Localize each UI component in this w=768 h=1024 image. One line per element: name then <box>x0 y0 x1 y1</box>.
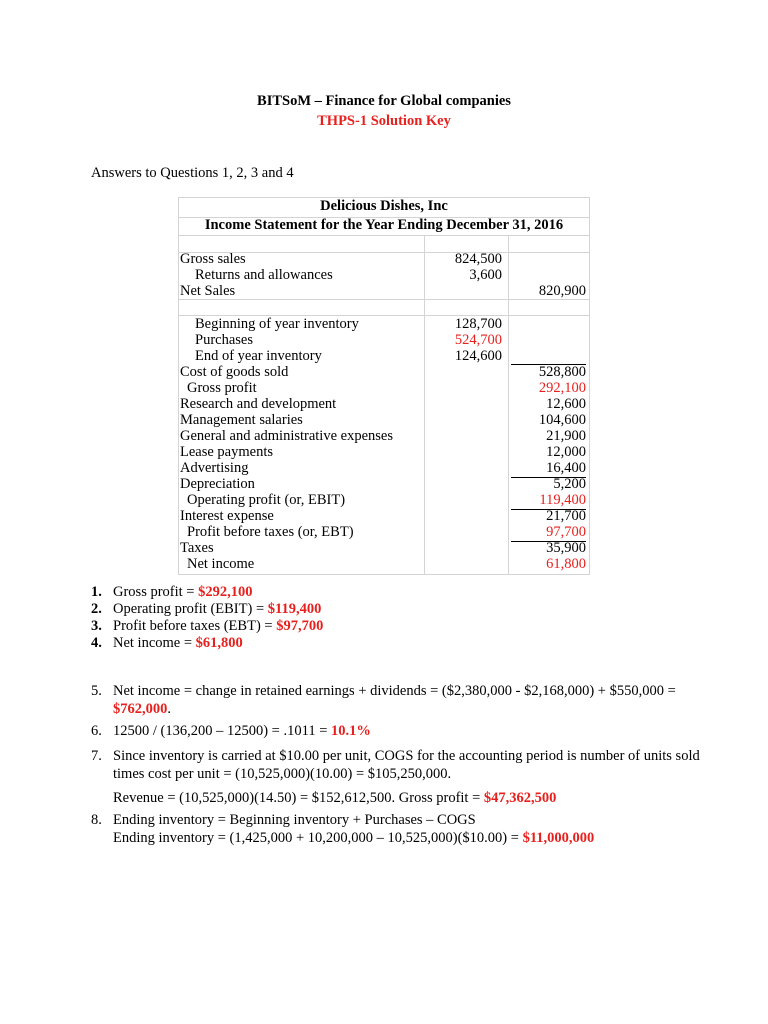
row-label: Interest expense <box>180 508 274 524</box>
table-row <box>178 364 590 380</box>
statement-heading: Income Statement for the Year Ending December 31, 2016 <box>204 217 564 233</box>
table-row <box>178 492 590 508</box>
q7-line: Since inventory is carried at $10.00 per unit, COGS for the accounting period is number of units sold <box>113 748 700 764</box>
item-number: 8. <box>91 812 102 828</box>
row-label: Research and development <box>180 396 337 412</box>
row-label: Management salaries <box>180 412 303 428</box>
q5-end: . <box>167 701 171 717</box>
row-value: 124,600 <box>454 348 502 364</box>
row-label: Depreciation <box>180 476 255 492</box>
row-label: Purchases <box>195 332 253 348</box>
q5-line: Net income = change in retained earnings + dividends = ($2,380,000 - $2,168,000) + $550,000 = <box>113 683 676 699</box>
row-value: 5,200 <box>553 476 586 492</box>
row-label: Beginning of year inventory <box>195 316 359 332</box>
answer-value: $97,700 <box>276 618 324 634</box>
row-value: 21,900 <box>546 428 586 444</box>
row-label: Advertising <box>180 460 249 476</box>
row-value: 97,700 <box>546 524 586 540</box>
answer-value: $119,400 <box>267 601 322 617</box>
item-number: 4. <box>91 635 102 651</box>
row-value: 820,900 <box>538 283 586 299</box>
row-value: 824,500 <box>454 251 502 267</box>
income-statement-table <box>178 197 590 575</box>
item-number: 6. <box>91 723 102 739</box>
answer-text: Profit before taxes (EBT) = <box>113 618 277 634</box>
document-subtitle: THPS-1 Solution Key <box>317 113 451 129</box>
row-label: Gross profit <box>187 380 257 396</box>
row-value: 12,000 <box>546 444 586 460</box>
row-value: 61,800 <box>546 556 586 572</box>
q6-text: 12500 / (136,200 – 12500) = .1011 = <box>113 723 332 739</box>
answer-value: $61,800 <box>195 635 243 651</box>
row-value: 3,600 <box>469 267 502 283</box>
q7-text: Revenue = (10,525,000)(14.50) = $152,612,500. Gross profit = <box>113 790 484 806</box>
table-row <box>178 283 590 299</box>
row-label: Lease payments <box>180 444 274 460</box>
row-label: Returns and allowances <box>195 267 333 283</box>
row-label: Net Sales <box>180 283 236 299</box>
row-label: Cost of goods sold <box>180 364 289 380</box>
answer-text: Net income = <box>113 635 196 651</box>
table-row <box>178 396 590 412</box>
item-number: 5. <box>91 683 102 699</box>
q8-line: Ending inventory = Beginning inventory + Purchases – COGS <box>113 812 476 828</box>
row-value: 104,600 <box>538 412 586 428</box>
table-row <box>178 476 590 492</box>
item-number: 3. <box>91 618 102 634</box>
table-row <box>178 412 590 428</box>
row-value: 528,800 <box>538 364 586 380</box>
table-row <box>178 508 590 524</box>
row-label: End of year inventory <box>195 348 322 364</box>
table-row <box>178 444 590 460</box>
table-row <box>178 556 590 572</box>
row-label: Net income <box>187 556 255 572</box>
item-number: 1. <box>91 584 102 600</box>
item-number: 2. <box>91 601 102 617</box>
q6-value: 10.1% <box>331 723 371 739</box>
table-row <box>178 267 590 283</box>
answer-text: Gross profit = <box>113 584 199 600</box>
row-label: Operating profit (or, EBIT) <box>187 492 346 508</box>
row-value: 524,700 <box>454 332 502 348</box>
row-label: Profit before taxes (or, EBT) <box>187 524 354 540</box>
table-row <box>178 316 590 332</box>
table-row <box>178 428 590 444</box>
row-value: 292,100 <box>538 380 586 396</box>
row-value: 35,900 <box>546 540 586 556</box>
table-row <box>178 540 590 556</box>
q8-text: Ending inventory = (1,425,000 + 10,200,000 – 10,525,000)($10.00) = <box>113 830 523 846</box>
answer-text: Operating profit (EBIT) = <box>113 601 268 617</box>
table-row <box>178 524 590 540</box>
q7-value: $47,362,500 <box>483 790 557 806</box>
q8-value: $11,000,000 <box>522 830 595 846</box>
company-name: Delicious Dishes, Inc <box>320 198 448 214</box>
table-row <box>178 251 590 267</box>
table-row <box>178 460 590 476</box>
row-label: Gross sales <box>180 251 246 267</box>
q7-line: times cost per unit = (10,525,000)(10.00) = $105,250,000. <box>113 766 452 782</box>
q5-value: $762,000 <box>113 701 168 717</box>
intro-text: Answers to Questions 1, 2, 3 and 4 <box>91 165 294 181</box>
row-label: Taxes <box>180 540 214 556</box>
row-value: 128,700 <box>454 316 502 332</box>
table-row <box>178 332 590 348</box>
answer-value: $292,100 <box>198 584 253 600</box>
row-value: 12,600 <box>546 396 586 412</box>
table-row <box>178 348 590 364</box>
table-row <box>178 380 590 396</box>
row-value: 119,400 <box>539 492 586 508</box>
document-title: BITSoM – Finance for Global companies <box>257 93 511 109</box>
row-value: 16,400 <box>546 460 586 476</box>
item-number: 7. <box>91 748 102 764</box>
row-value: 21,700 <box>546 508 586 524</box>
row-label: General and administrative expenses <box>180 428 393 444</box>
